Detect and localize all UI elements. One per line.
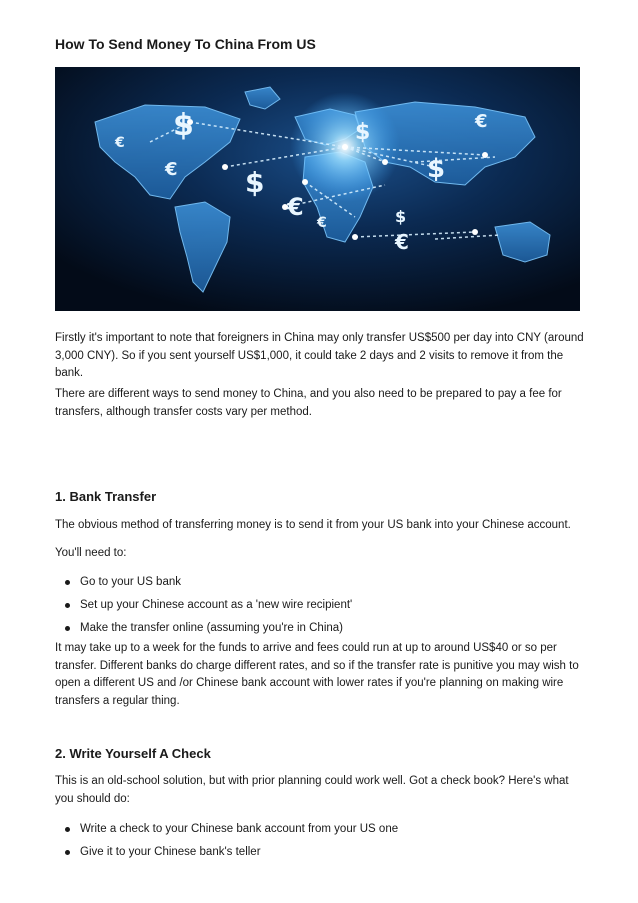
intro-paragraph-1: Firstly it's important to note that foreigners in China may only transfer US$500 per day into CNY (around 3,000 CNY). So if you sent yourself US$1,000, it could take 2 days and 2 visits to remove it from the bank. [55, 332, 584, 379]
dollar-icon: $ [245, 166, 265, 199]
dollar-icon: $ [173, 108, 194, 143]
list-item: Set up your Chinese account as a 'new wire recipient' [55, 598, 585, 621]
euro-icon: € [475, 111, 488, 132]
world-map-image [55, 67, 580, 311]
list-item: Make the transfer online (assuming you're in China) [55, 621, 585, 644]
section2-paragraph-1: This is an old-school solution, but with prior planning could work well. Got a check book? Here's what you should do: [55, 775, 569, 805]
section-heading-write-check: 2. Write Yourself A Check [55, 746, 211, 761]
section1-list [55, 575, 585, 644]
list-item: Give it to your Chinese bank's teller [55, 845, 585, 868]
list-item: Go to your US bank [55, 575, 585, 598]
section1-paragraph-3: It may take up to a week for the funds to arrive and fees could run at up to around US$40 or so per transfer. Different banks do charge different rates, and so if the transfer rate is punitive you may wish to open a different US and /or Chinese bank account with lower rates if you're planning on making wire transfers a regular thing. [55, 642, 579, 707]
section2-list [55, 822, 585, 868]
list-item: Write a check to your Chinese bank account from your US one [55, 822, 585, 845]
euro-icon: € [115, 135, 125, 151]
dollar-icon: $ [355, 120, 371, 145]
page-title: How To Send Money To China From US [55, 36, 316, 52]
euro-icon: € [395, 230, 409, 254]
dollar-icon: $ [427, 154, 446, 184]
euro-icon: € [317, 215, 327, 231]
section-heading-bank-transfer: 1. Bank Transfer [55, 489, 157, 504]
euro-icon: € [165, 159, 178, 180]
dollar-icon: $ [395, 207, 407, 226]
section1-paragraph-2: You'll need to: [55, 547, 127, 559]
euro-icon: € [287, 193, 304, 221]
intro-paragraph-2: There are different ways to send money to China, and you also need to be prepared to pay a fee for transfers, although transfer costs vary per method. [55, 388, 562, 418]
world-map-illustration [55, 67, 580, 311]
section1-paragraph-1: The obvious method of transferring money is to send it from your US bank into your Chinese account. [55, 519, 571, 531]
